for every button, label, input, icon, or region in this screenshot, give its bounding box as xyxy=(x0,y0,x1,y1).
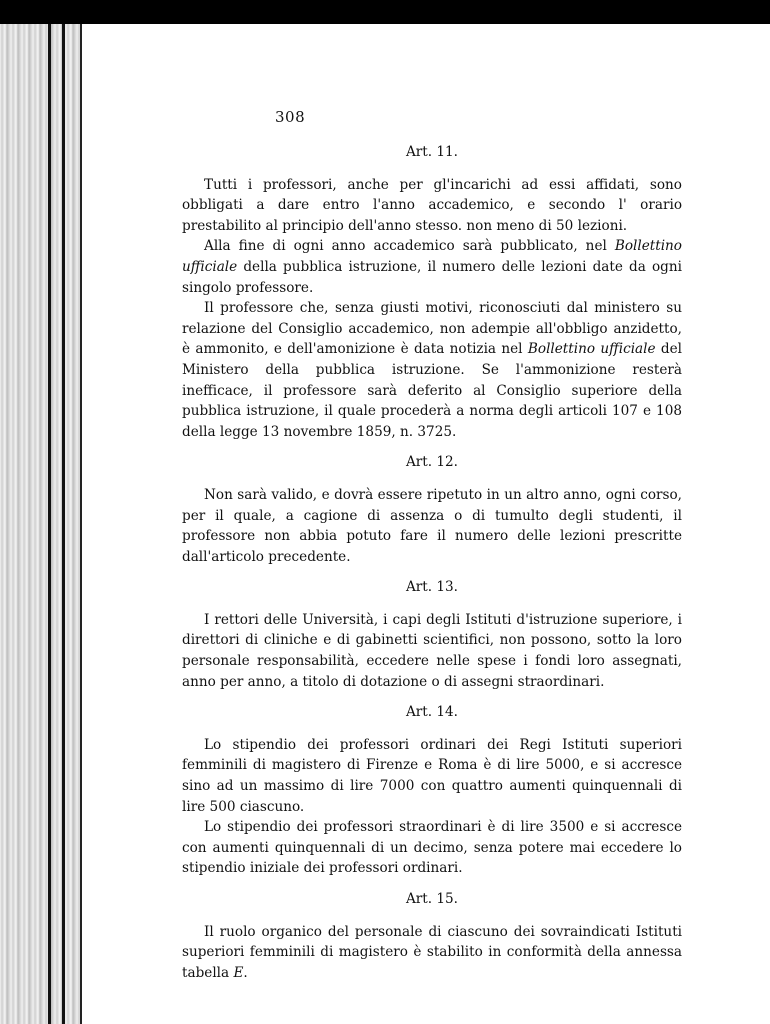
italic-publication-title: Bollettino ufficiale xyxy=(182,238,682,275)
italic-publication-title: Bollettino ufficiale xyxy=(527,341,656,358)
paragraph-text: Alla fine di ogni anno accademico sarà pubblicato, nel xyxy=(204,238,615,255)
paragraph-text: Non sarà valido, e dovrà essere ripetuto in un altro anno, ogni corso, per il quale, a cagione di assenza o di tumulto degli studenti, il professore non abbia potuto fare il numero delle lezioni prescritte dall'articolo precedente. xyxy=(182,486,682,565)
article-heading: Art. 13. xyxy=(405,579,459,596)
article-paragraph xyxy=(182,817,682,879)
spine-line xyxy=(62,24,65,1024)
page-body xyxy=(182,142,682,993)
book-binding-edge xyxy=(0,24,82,1024)
paragraph-text: Il professore che, senza giusti motivi, riconosciuti dal ministero su relazione del Consiglio accademico, non adempie all'obbligo anzidetto, è ammonito, e dell'amonizione è data notizia nel xyxy=(182,300,682,358)
article-paragraph xyxy=(182,922,682,984)
paragraph-text: Lo stipendio dei professori straordinari è di lire 3500 e si accresce con aumenti quinquennali di un decimo, senza potere mai eccedere lo stipendio iniziale dei professori ordinari. xyxy=(182,819,682,877)
article-paragraph xyxy=(182,735,682,817)
paragraph-text: Il ruolo organico del personale di ciascuno dei sovraindicati Istituti superiori femminili di magistero è stabilito in conformità della annessa tabella xyxy=(182,923,682,981)
spine-line xyxy=(48,24,51,1024)
paragraph-text: I rettori delle Università, i capi degli Istituti d'istruzione superiore, i direttori di cliniche e di gabinetti scientifici, non possono, sotto la loro personale responsabilità, eccedere nelle spese i fondi loro assegnati, anno per anno, a titolo di dotazione o di assegni straordinari. xyxy=(182,611,682,690)
paragraph-text: Lo stipendio dei professori ordinari dei Regi Istituti superiori femminili di magistero di Firenze e Roma è di lire 5000, e si accresce sino ad un massimo di lire 7000 con quattro aumenti quinquennali di lire 500 ciascuno. xyxy=(182,736,682,815)
article-paragraph xyxy=(182,175,682,237)
paragraph-text: . xyxy=(243,964,248,981)
article-heading: Art. 12. xyxy=(405,454,459,471)
article-paragraph xyxy=(182,236,682,298)
scan-top-border xyxy=(0,0,770,24)
paragraph-text: del Ministero della pubblica istruzione. Se l'ammonizione resterà inefficace, il professore sarà deferito al Consiglio superiore della pubblica istruzione, il quale procederà a norma degli articoli 107 e 108 della legge 13 novembre 1859, n. 3725. xyxy=(182,341,683,440)
article-heading: Art. 11. xyxy=(405,144,459,160)
article-paragraph xyxy=(182,485,682,567)
article-heading: Art. 14. xyxy=(405,704,459,721)
article-paragraph xyxy=(182,298,682,442)
article-paragraph xyxy=(182,610,682,692)
article-heading: Art. 15. xyxy=(405,891,459,907)
italic-publication-title: E xyxy=(233,964,244,981)
paragraph-text: della pubblica istruzione, il numero delle lezioni date da ogni singolo professore. xyxy=(182,258,682,296)
paragraph-text: Tutti i professori, anche per gl'incarichi ad essi affidati, sono obbligati a dare entro l'anno accademico, e secondo l' orario prestabilito al principio dell'anno stesso. non meno di 50 lezioni. xyxy=(182,176,682,234)
page-number: 308 xyxy=(275,108,306,126)
